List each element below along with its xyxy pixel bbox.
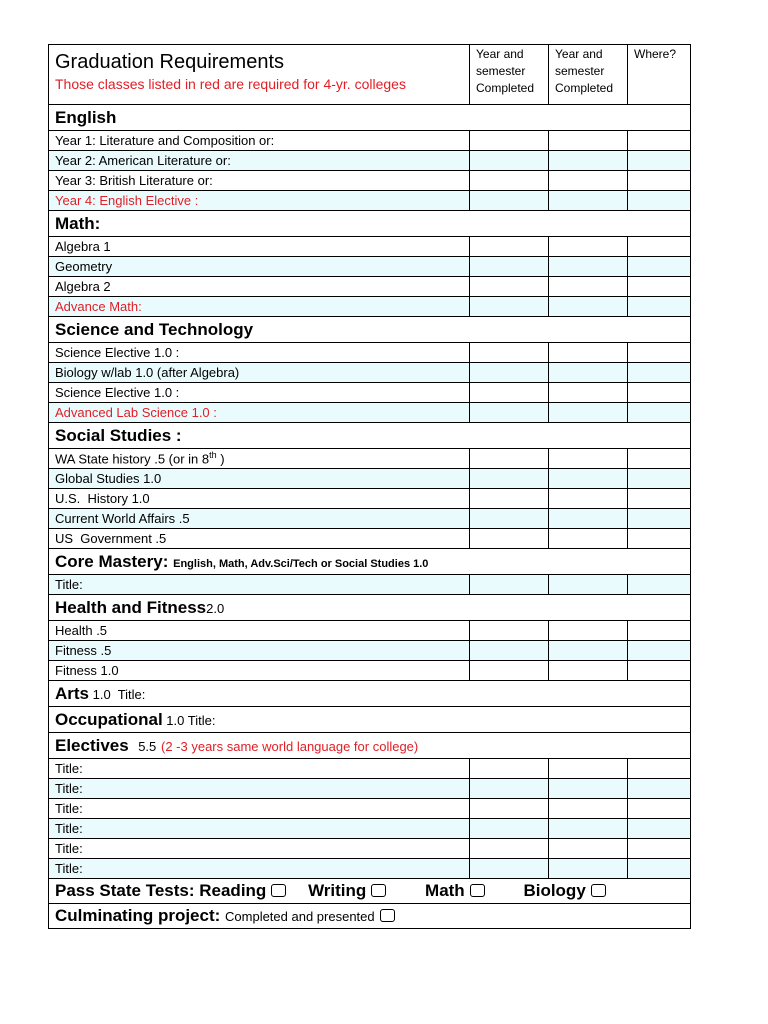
where-cell[interactable] xyxy=(628,489,691,509)
electives-heading: Electives xyxy=(55,735,129,755)
health-heading: Health and Fitness xyxy=(55,597,207,617)
section-social-studies xyxy=(49,423,691,449)
where-cell[interactable] xyxy=(628,575,691,595)
year-cell-1[interactable] xyxy=(470,277,549,297)
year-cell-2[interactable] xyxy=(549,131,628,151)
year-cell-1[interactable] xyxy=(470,641,549,661)
section-heading: Math: xyxy=(49,211,691,237)
year-cell-2[interactable] xyxy=(549,237,628,257)
table-row xyxy=(49,799,691,819)
table-row xyxy=(49,529,691,549)
occupational-heading: Occupational xyxy=(55,709,163,729)
where-cell[interactable] xyxy=(628,131,691,151)
section-health-fitness xyxy=(49,595,691,621)
year-cell-1[interactable] xyxy=(470,469,549,489)
state-tests-row xyxy=(49,879,691,904)
year-cell-2[interactable] xyxy=(549,257,628,277)
table-row xyxy=(49,277,691,297)
section-heading: Science and Technology xyxy=(49,317,691,343)
occupational-note: 1.0 Title: xyxy=(162,712,216,728)
year-cell-2[interactable] xyxy=(549,151,628,171)
table-row xyxy=(49,131,691,151)
row-label: Title: xyxy=(49,819,470,839)
where-cell[interactable] xyxy=(628,237,691,257)
row-label: Title: xyxy=(49,839,470,859)
year-cell-2[interactable] xyxy=(549,641,628,661)
section-heading xyxy=(49,595,691,621)
column-header-where: Where? xyxy=(628,45,691,105)
table-row xyxy=(49,343,691,363)
where-cell[interactable] xyxy=(628,449,691,469)
table-row xyxy=(49,469,691,489)
section-heading xyxy=(49,681,691,707)
row-label: U.S. History 1.0 xyxy=(49,489,470,509)
section-heading: English xyxy=(49,105,691,131)
where-cell[interactable] xyxy=(628,191,691,211)
culminating-label: Culminating project: xyxy=(55,906,221,925)
section-science xyxy=(49,317,691,343)
section-english xyxy=(49,105,691,131)
year-cell-1[interactable] xyxy=(470,489,549,509)
math-checkbox[interactable] xyxy=(470,884,485,897)
table-row xyxy=(49,449,691,469)
row-label: Advance Math: xyxy=(49,297,470,317)
row-label: Title: xyxy=(49,859,470,879)
table-row xyxy=(49,859,691,879)
table-row xyxy=(49,509,691,529)
year-cell-2[interactable] xyxy=(549,363,628,383)
year-cell-2[interactable] xyxy=(549,839,628,859)
row-label: Year 2: American Literature or: xyxy=(49,151,470,171)
culminating-note: Completed and presented xyxy=(225,909,375,924)
year-cell-2[interactable] xyxy=(549,621,628,641)
culminating-checkbox[interactable] xyxy=(380,909,395,922)
year-cell-1[interactable] xyxy=(470,151,549,171)
writing-label: Writing xyxy=(308,881,367,900)
where-cell[interactable] xyxy=(628,151,691,171)
header-row xyxy=(49,45,691,105)
year-cell-1[interactable] xyxy=(470,661,549,681)
section-electives xyxy=(49,733,691,759)
section-core-mastery xyxy=(49,549,691,575)
year-cell-2[interactable] xyxy=(549,297,628,317)
row-label: Advanced Lab Science 1.0 : xyxy=(49,403,470,423)
year-cell-1[interactable] xyxy=(470,509,549,529)
year-cell-1[interactable] xyxy=(470,237,549,257)
where-cell[interactable] xyxy=(628,799,691,819)
year-cell-2[interactable] xyxy=(549,529,628,549)
where-cell[interactable] xyxy=(628,859,691,879)
year-cell-2[interactable] xyxy=(549,449,628,469)
row-label xyxy=(49,449,470,469)
year-cell-1[interactable] xyxy=(470,131,549,151)
requirements-table xyxy=(48,44,691,929)
year-cell-2[interactable] xyxy=(549,343,628,363)
electives-note: (2 -3 years same world language for college) xyxy=(161,738,419,754)
wa-history-text: WA State history .5 (or in 8 xyxy=(55,451,210,467)
where-cell[interactable] xyxy=(628,661,691,681)
core-heading: Core Mastery: xyxy=(55,551,169,571)
row-label: Fitness .5 xyxy=(49,641,470,661)
where-cell[interactable] xyxy=(628,403,691,423)
row-label: Algebra 1 xyxy=(49,237,470,257)
year-cell-1[interactable] xyxy=(470,383,549,403)
table-row xyxy=(49,641,691,661)
table-row xyxy=(49,363,691,383)
where-cell[interactable] xyxy=(628,257,691,277)
writing-checkbox[interactable] xyxy=(371,884,386,897)
year-cell-1[interactable] xyxy=(470,779,549,799)
year-cell-2[interactable] xyxy=(549,819,628,839)
where-cell[interactable] xyxy=(628,343,691,363)
table-row xyxy=(49,839,691,859)
row-label: Global Studies 1.0 xyxy=(49,469,470,489)
table-row xyxy=(49,621,691,641)
section-heading xyxy=(49,549,691,575)
row-label: Year 3: British Literature or: xyxy=(49,171,470,191)
year-cell-2[interactable] xyxy=(549,509,628,529)
year-cell-1[interactable] xyxy=(470,171,549,191)
section-math xyxy=(49,211,691,237)
culminating-project-cell xyxy=(49,904,691,929)
year-cell-2[interactable] xyxy=(549,859,628,879)
section-arts xyxy=(49,681,691,707)
where-cell[interactable] xyxy=(628,383,691,403)
page-title: Graduation Requirements xyxy=(55,51,285,73)
year-cell-2[interactable] xyxy=(549,661,628,681)
year-cell-1[interactable] xyxy=(470,621,549,641)
culminating-project-row xyxy=(49,904,691,929)
table-row xyxy=(49,191,691,211)
where-cell[interactable] xyxy=(628,297,691,317)
core-note: English, Math, Adv.Sci/Tech or Social Studies 1.0 xyxy=(173,557,429,570)
year-cell-1[interactable] xyxy=(470,257,549,277)
row-label: US Government .5 xyxy=(49,529,470,549)
biology-checkbox[interactable] xyxy=(591,884,606,897)
row-label: Geometry xyxy=(49,257,470,277)
column-header-year-1: Year and semester Completed xyxy=(470,45,549,105)
where-cell[interactable] xyxy=(628,759,691,779)
year-cell-2[interactable] xyxy=(549,489,628,509)
year-cell-1[interactable] xyxy=(470,297,549,317)
year-cell-1[interactable] xyxy=(470,799,549,819)
arts-heading: Arts xyxy=(55,683,90,703)
year-cell-2[interactable] xyxy=(549,575,628,595)
table-row xyxy=(49,237,691,257)
year-cell-2[interactable] xyxy=(549,759,628,779)
header-title-cell xyxy=(49,45,470,105)
where-cell[interactable] xyxy=(628,621,691,641)
table-row xyxy=(49,151,691,171)
where-cell[interactable] xyxy=(628,819,691,839)
state-tests-label: Pass State Tests: Reading xyxy=(55,881,267,900)
biology-label: Biology xyxy=(523,881,586,900)
state-tests-cell xyxy=(49,879,691,904)
row-label: Title: xyxy=(49,779,470,799)
row-label: Year 4: English Elective : xyxy=(49,191,470,211)
row-label: Current World Affairs .5 xyxy=(49,509,470,529)
math-label: Math xyxy=(425,881,465,900)
table-row xyxy=(49,759,691,779)
where-cell[interactable] xyxy=(628,363,691,383)
where-cell[interactable] xyxy=(628,641,691,661)
section-occupational xyxy=(49,707,691,733)
year-cell-1[interactable] xyxy=(470,839,549,859)
where-cell[interactable] xyxy=(628,469,691,489)
year-cell-1[interactable] xyxy=(470,449,549,469)
row-label: Health .5 xyxy=(49,621,470,641)
section-heading xyxy=(49,733,691,759)
year-cell-1[interactable] xyxy=(470,403,549,423)
table-row xyxy=(49,383,691,403)
year-cell-2[interactable] xyxy=(549,403,628,423)
year-cell-2[interactable] xyxy=(549,171,628,191)
row-label: Year 1: Literature and Composition or: xyxy=(49,131,470,151)
where-cell[interactable] xyxy=(628,839,691,859)
row-label: Title: xyxy=(49,759,470,779)
row-label: Biology w/lab 1.0 (after Algebra) xyxy=(49,363,470,383)
electives-credit: 5.5 xyxy=(138,738,157,754)
year-cell-1[interactable] xyxy=(470,819,549,839)
year-cell-2[interactable] xyxy=(549,469,628,489)
year-cell-1[interactable] xyxy=(470,343,549,363)
table-row xyxy=(49,779,691,799)
year-cell-2[interactable] xyxy=(549,277,628,297)
reading-checkbox[interactable] xyxy=(271,884,286,897)
wa-history-suffix: ) xyxy=(216,451,225,467)
year-cell-1[interactable] xyxy=(470,859,549,879)
year-cell-2[interactable] xyxy=(549,383,628,403)
year-cell-2[interactable] xyxy=(549,191,628,211)
year-cell-1[interactable] xyxy=(470,575,549,595)
row-label: Title: xyxy=(49,575,470,595)
table-row xyxy=(49,661,691,681)
where-cell[interactable] xyxy=(628,509,691,529)
row-label: Science Elective 1.0 : xyxy=(49,383,470,403)
table-row xyxy=(49,489,691,509)
year-cell-1[interactable] xyxy=(470,363,549,383)
year-cell-1[interactable] xyxy=(470,759,549,779)
table-row xyxy=(49,403,691,423)
year-cell-1[interactable] xyxy=(470,191,549,211)
year-cell-2[interactable] xyxy=(549,799,628,819)
where-cell[interactable] xyxy=(628,529,691,549)
table-row xyxy=(49,257,691,277)
health-credit: 2.0 xyxy=(206,600,225,616)
row-label: Algebra 2 xyxy=(49,277,470,297)
year-cell-1[interactable] xyxy=(470,529,549,549)
where-cell[interactable] xyxy=(628,277,691,297)
year-cell-2[interactable] xyxy=(549,779,628,799)
arts-note: 1.0 Title: xyxy=(89,686,146,702)
where-cell[interactable] xyxy=(628,171,691,191)
row-label: Science Elective 1.0 : xyxy=(49,343,470,363)
section-heading: Social Studies : xyxy=(49,423,691,449)
section-heading xyxy=(49,707,691,733)
row-label: Title: xyxy=(49,799,470,819)
table-row xyxy=(49,819,691,839)
row-label: Fitness 1.0 xyxy=(49,661,470,681)
table-row xyxy=(49,297,691,317)
column-header-year-2: Year and semester Completed xyxy=(549,45,628,105)
table-row xyxy=(49,575,691,595)
where-cell[interactable] xyxy=(628,779,691,799)
wa-history-superscript: th xyxy=(209,450,217,461)
table-row xyxy=(49,171,691,191)
page-subtitle: Those classes listed in red are required for 4-yr. colleges xyxy=(55,76,406,92)
